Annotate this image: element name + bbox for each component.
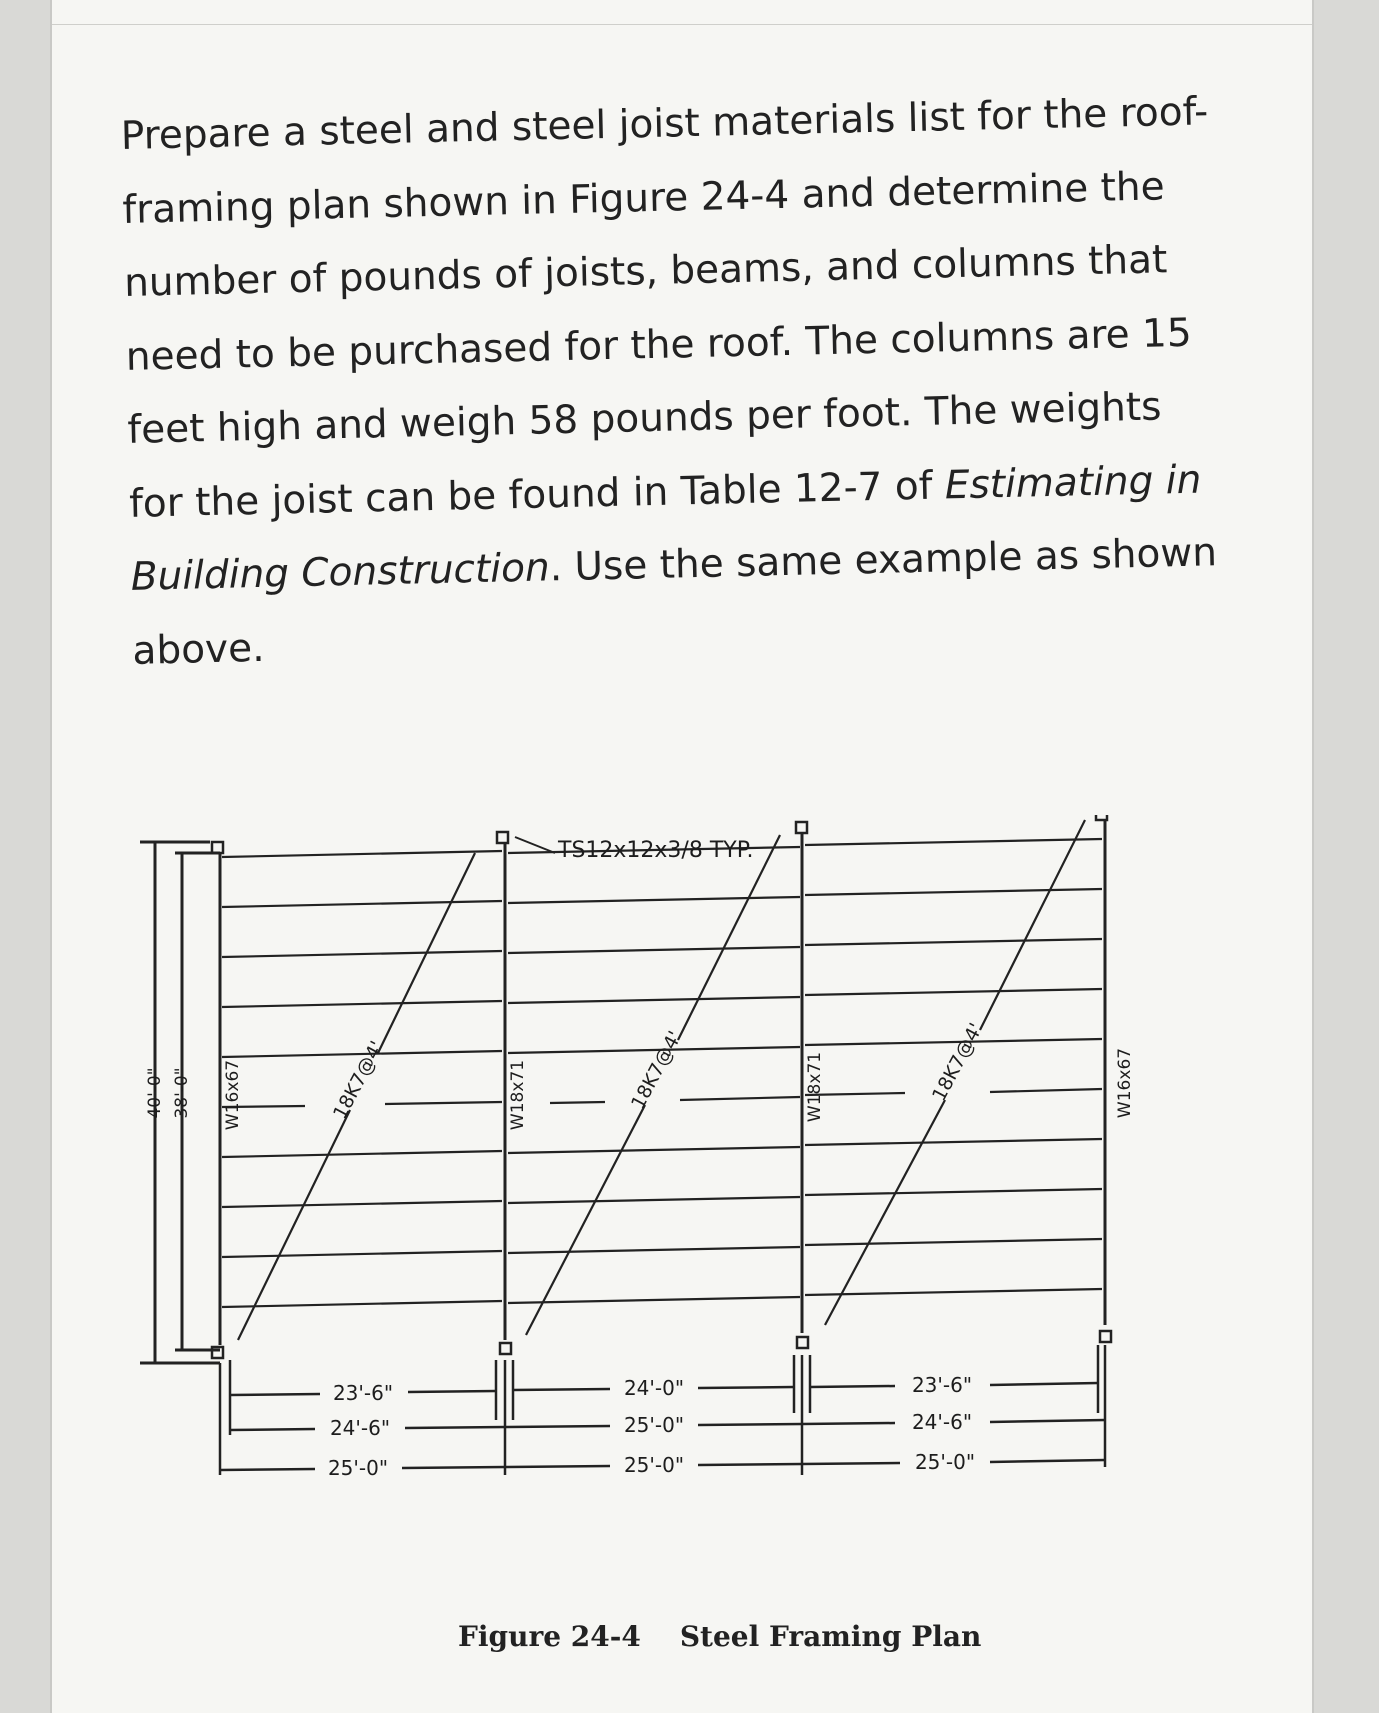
dim-row1-bay1: 23'-6"	[332, 1381, 394, 1405]
column-marker	[796, 822, 807, 833]
column-marker	[497, 832, 508, 843]
column-marker	[1100, 1331, 1111, 1342]
dim-row3-bay1: 25'-0"	[327, 1456, 389, 1480]
joist-span-diagonal	[678, 835, 780, 1040]
joist-label-3: 18K7@4'	[928, 1019, 988, 1105]
dim-row1-bay2: 24'-0"	[623, 1376, 685, 1400]
span-height-label: 38'-0"	[172, 1067, 192, 1119]
beam-label-1: W16x67	[223, 1059, 243, 1131]
dim-row3-bay3: 25'-0"	[914, 1450, 976, 1474]
joist-span-diagonal	[980, 820, 1085, 1030]
joist-label-1: 18K7@4'	[329, 1037, 389, 1123]
figure-caption: Figure 24-4 Steel Framing Plan	[458, 1620, 982, 1653]
callout-leader	[515, 837, 555, 853]
page-top-band	[52, 0, 1312, 25]
column-marker	[797, 1337, 808, 1348]
beam-label-2: W18x71	[508, 1059, 528, 1131]
dim-row2-bay3: 24'-6"	[911, 1410, 973, 1434]
joist-label-2: 18K7@4'	[627, 1027, 687, 1113]
problem-text-part1: Prepare a steel and steel joist materials list for the roof-framing plan shown in Figure 24-4 and determine the number of pounds of joists, beams, and columns that need to be purchased for the roof. The columns are 15 feet high and weigh 58 pounds per foot. The weights for the joist can be found in Table 12-7 of	[120, 89, 1209, 527]
beam-label-4: W16x67	[1115, 1047, 1135, 1119]
dim-row1-bay3: 23'-6"	[911, 1373, 973, 1397]
dim-row2-bay2: 25'-0"	[623, 1413, 685, 1437]
dim-row2-bay1: 24'-6"	[329, 1416, 391, 1440]
dim-row3-bay2: 25'-0"	[623, 1453, 685, 1477]
joist-span-diagonal	[825, 1100, 945, 1325]
problem-statement	[120, 75, 1233, 688]
overall-height-label: 40'-0"	[145, 1067, 165, 1119]
column-marker	[212, 842, 223, 853]
connection-callout: TS12x12x3/8 TYP.	[558, 838, 754, 863]
beam-label-3: W18x71	[805, 1051, 825, 1123]
column-marker	[500, 1343, 511, 1354]
steel-framing-plan	[130, 815, 1250, 1595]
book-title: Estimating in Building Construction	[130, 457, 1202, 600]
problem-text-part2: . Use the same example as shown above.	[131, 530, 1218, 674]
column-marker	[1096, 815, 1107, 820]
